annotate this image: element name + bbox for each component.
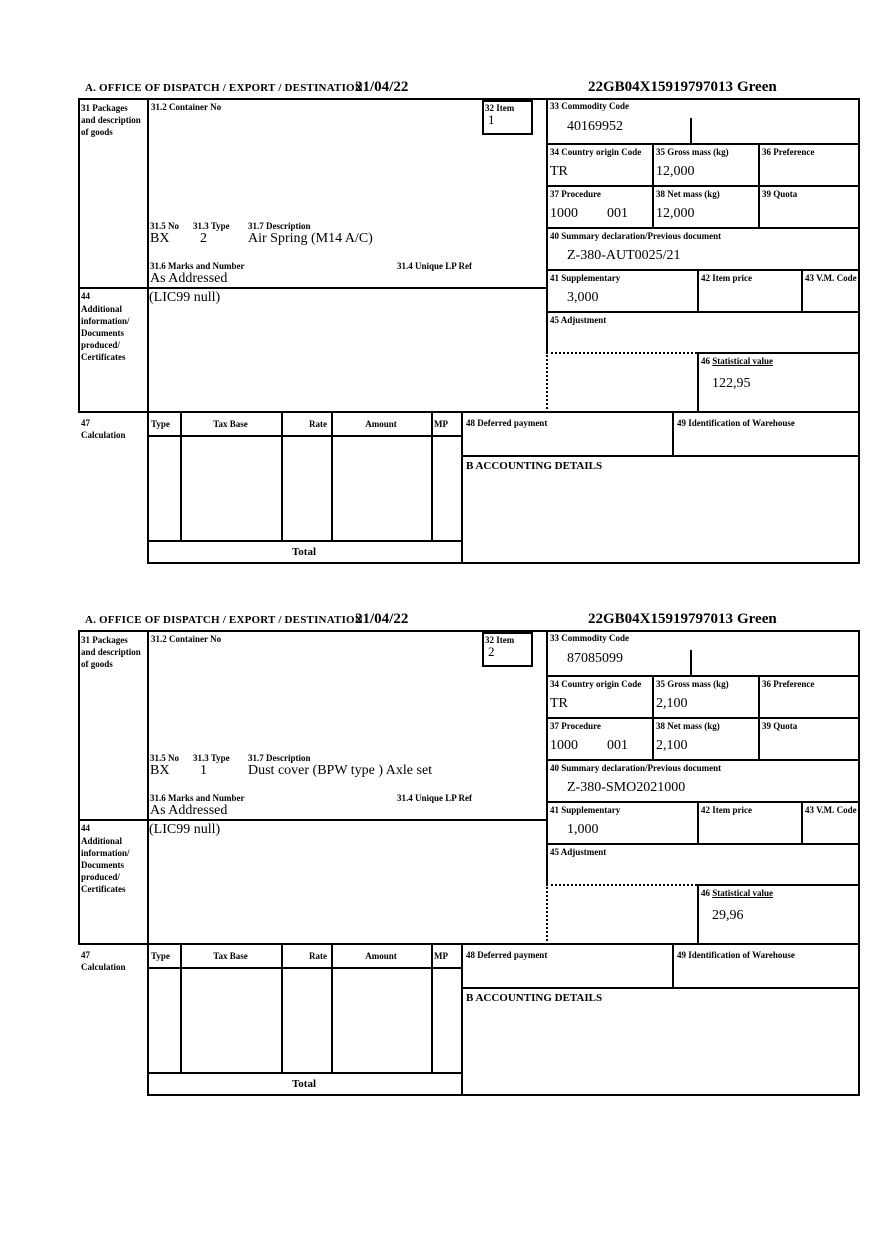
deferred-payment-label: 48 Deferred payment <box>466 950 548 960</box>
row-divider-41 <box>546 843 860 845</box>
package-code-value: BX <box>150 763 170 778</box>
container-no-label: 31.2 Container No <box>151 634 222 644</box>
routing-channel: Green <box>737 79 777 95</box>
quota-label: 39 Quota <box>762 189 798 199</box>
commodity-code-value: 87085099 <box>567 651 623 666</box>
item-number-value: 2 <box>488 644 495 659</box>
previous-document-label: 40 Summary declaration/Previous document <box>550 763 722 773</box>
warehouse-id-label: 49 Identification of Warehouse <box>677 950 795 960</box>
declaration-date: 21/04/22 <box>355 611 409 627</box>
left-column-divider <box>147 630 149 945</box>
supplementary-value: 1,000 <box>567 822 599 837</box>
statistical-value-text: Statistical value <box>712 356 773 366</box>
warehouse-id-label: 49 Identification of Warehouse <box>677 418 795 428</box>
adjustment-label: 45 Adjustment <box>550 315 607 325</box>
row-divider-37 <box>546 759 860 761</box>
declaration-item-1 <box>0 78 882 578</box>
additional-info-value: (LIC99 null) <box>149 822 221 837</box>
mrn-number: 22GB04X15919797013 <box>588 611 734 627</box>
adjustment-dotted-vline <box>546 884 548 945</box>
office-of-dispatch-label: A. OFFICE OF DISPATCH / EXPORT / DESTINATION <box>85 82 363 94</box>
calc-col-type-border <box>180 413 182 540</box>
calc-header-taxbase: Tax Base <box>213 951 248 961</box>
box47-label: Calculation <box>81 962 126 972</box>
calc-header-mp: MP <box>434 419 448 429</box>
col-divider-35-36 <box>758 675 760 759</box>
unique-lp-ref-label: 31.4 Unique LP Ref <box>397 793 473 803</box>
description-label: 31.7 Description <box>248 753 311 763</box>
procedure-ext-value: 001 <box>607 738 628 753</box>
net-mass-label: 38 Net mass (kg) <box>656 189 720 199</box>
origin-code-label: 34 Country origin Code <box>550 679 642 689</box>
box44-number: 44 <box>81 823 90 833</box>
item-price-label: 42 Item price <box>701 273 752 283</box>
routing-channel: Green <box>737 611 777 627</box>
item-price-label: 42 Item price <box>701 805 752 815</box>
vm-code-label: 43 V.M. Code <box>805 805 857 815</box>
accounting-top-border <box>461 455 860 457</box>
statistical-value-number: 46 <box>701 356 710 366</box>
item-label: 32 Item <box>485 635 515 645</box>
calc-header-amount: Amount <box>365 951 397 961</box>
supplementary-label: 41 Supplementary <box>550 273 621 283</box>
commodity-code-label: 33 Commodity Code <box>550 633 629 643</box>
accounting-top-border <box>461 987 860 989</box>
previous-document-label: 40 Summary declaration/Previous document <box>550 231 722 241</box>
box44-number: 44 <box>81 291 90 301</box>
col-divider-42-43 <box>801 801 803 843</box>
statistical-value-label <box>701 356 773 367</box>
declaration-item-2 <box>0 610 882 1110</box>
right-column-divider <box>546 630 548 884</box>
commodity-code-separator <box>690 118 692 143</box>
calc-col-type-border <box>180 945 182 1072</box>
net-mass-label: 38 Net mass (kg) <box>656 721 720 731</box>
row-divider-37 <box>546 227 860 229</box>
vm-code-label: 43 V.M. Code <box>805 273 857 283</box>
statistical-value-number: 46 <box>701 888 710 898</box>
item-number-value: 1 <box>488 112 495 127</box>
description-label: 31.7 Description <box>248 221 311 231</box>
deferred-payment-label: 48 Deferred payment <box>466 418 548 428</box>
procedure-label: 37 Procedure <box>550 189 601 199</box>
preference-label: 36 Preference <box>762 679 815 689</box>
accounting-right-border <box>858 413 860 564</box>
marks-label: 31.6 Marks and Number <box>150 793 245 803</box>
adjustment-label: 45 Adjustment <box>550 847 607 857</box>
marks-value: As Addressed <box>150 271 228 286</box>
description-value: Dust cover (BPW type ) Axle set <box>248 763 433 778</box>
origin-code-value: TR <box>550 164 568 179</box>
package-type-label: 31.3 Type <box>193 221 230 231</box>
accounting-right-border <box>858 945 860 1096</box>
package-type-label: 31.3 Type <box>193 753 230 763</box>
col-divider-35-36 <box>758 143 760 227</box>
calc-col-rate-border <box>331 945 333 1072</box>
calc-header-type: Type <box>151 951 170 961</box>
marks-label: 31.6 Marks and Number <box>150 261 245 271</box>
row-divider-33 <box>546 675 860 677</box>
calc-header-amount: Amount <box>365 419 397 429</box>
accounting-details-label: B ACCOUNTING DETAILS <box>466 992 603 1004</box>
col-divider-41-42 <box>697 801 699 843</box>
package-code-value: BX <box>150 231 170 246</box>
statistical-value-text: Statistical value <box>712 888 773 898</box>
calc-col-amount-border <box>431 413 433 540</box>
procedure-label: 37 Procedure <box>550 721 601 731</box>
col-divider-48-49 <box>672 413 674 455</box>
procedure-value: 1000 <box>550 738 578 753</box>
container-no-label: 31.2 Container No <box>151 102 222 112</box>
description-value: Air Spring (M14 A/C) <box>248 231 373 246</box>
package-no-label: 31.5 No <box>150 221 179 231</box>
procedure-ext-value: 001 <box>607 206 628 221</box>
calc-table-bottom-border <box>147 540 463 542</box>
row-divider-40 <box>546 801 860 803</box>
box47-label: Calculation <box>81 430 126 440</box>
declaration-date: 21/04/22 <box>355 79 409 95</box>
item-label: 32 Item <box>485 103 515 113</box>
col-divider-41-42 <box>697 269 699 311</box>
calc-header-rate: Rate <box>309 419 327 429</box>
box44-divider <box>78 287 546 289</box>
col-divider-48-49 <box>672 945 674 987</box>
calc-col-rate-border <box>331 413 333 540</box>
adjustment-dotted-hline <box>546 884 697 886</box>
form-bottom-border <box>147 562 860 564</box>
marks-value: As Addressed <box>150 803 228 818</box>
box47-number: 47 <box>81 950 90 960</box>
col-divider-42-43 <box>801 269 803 311</box>
calc-total-label: Total <box>291 1078 317 1090</box>
row-divider-41 <box>546 311 860 313</box>
package-no-label: 31.5 No <box>150 753 179 763</box>
previous-document-value: Z-380-SMO2021000 <box>567 780 686 795</box>
origin-code-value: TR <box>550 696 568 711</box>
gross-mass-label: 35 Gross mass (kg) <box>656 679 729 689</box>
calc-col-taxbase-border <box>281 413 283 540</box>
preference-label: 36 Preference <box>762 147 815 157</box>
net-mass-value: 12,000 <box>656 206 695 221</box>
calc-col-taxbase-border <box>281 945 283 1072</box>
commodity-code-separator <box>690 650 692 675</box>
row-divider-33 <box>546 143 860 145</box>
supplementary-label: 41 Supplementary <box>550 805 621 815</box>
calc-header-rate: Rate <box>309 951 327 961</box>
origin-code-label: 34 Country origin Code <box>550 147 642 157</box>
package-count-value: 1 <box>200 763 207 778</box>
adjustment-dotted-vline <box>546 352 548 413</box>
col-divider-34-35 <box>652 675 654 759</box>
right-column-divider <box>546 98 548 352</box>
left-column-divider <box>147 98 149 413</box>
box44-label: Additional information/ Documents produced/ Certificates <box>81 836 130 894</box>
calc-header-underline <box>147 967 463 969</box>
row-divider-34 <box>546 717 860 719</box>
gross-mass-value: 12,000 <box>656 164 695 179</box>
gross-mass-value: 2,100 <box>656 696 688 711</box>
commodity-code-label: 33 Commodity Code <box>550 101 629 111</box>
office-of-dispatch-label: A. OFFICE OF DISPATCH / EXPORT / DESTINATION <box>85 614 363 626</box>
box47-number: 47 <box>81 418 90 428</box>
net-mass-value: 2,100 <box>656 738 688 753</box>
additional-info-value: (LIC99 null) <box>149 290 221 305</box>
row-divider-34 <box>546 185 860 187</box>
statistical-value-label <box>701 888 773 899</box>
unique-lp-ref-label: 31.4 Unique LP Ref <box>397 261 473 271</box>
col-divider-34-35 <box>652 143 654 227</box>
calc-header-underline <box>147 435 463 437</box>
calc-table-bottom-border <box>147 1072 463 1074</box>
calc-header-mp: MP <box>434 951 448 961</box>
statistical-value-amount: 122,95 <box>712 376 751 391</box>
package-count-value: 2 <box>200 231 207 246</box>
box44-label: Additional information/ Documents produced/ Certificates <box>81 304 130 362</box>
form-bottom-border <box>147 1094 860 1096</box>
calc-total-label: Total <box>291 546 317 558</box>
row-divider-40 <box>546 269 860 271</box>
procedure-value: 1000 <box>550 206 578 221</box>
calc-header-type: Type <box>151 419 170 429</box>
box31-label: 31 Packages and description of goods <box>81 635 141 669</box>
box44-divider <box>78 819 546 821</box>
calc-col-amount-border <box>431 945 433 1072</box>
commodity-code-value: 40169952 <box>567 119 623 134</box>
previous-document-value: Z-380-AUT0025/21 <box>567 248 681 263</box>
mrn-number: 22GB04X15919797013 <box>588 79 734 95</box>
supplementary-value: 3,000 <box>567 290 599 305</box>
box31-label: 31 Packages and description of goods <box>81 103 141 137</box>
adjustment-dotted-hline <box>546 352 697 354</box>
quota-label: 39 Quota <box>762 721 798 731</box>
statistical-value-amount: 29,96 <box>712 908 744 923</box>
accounting-details-label: B ACCOUNTING DETAILS <box>466 460 603 472</box>
calc-header-taxbase: Tax Base <box>213 419 248 429</box>
gross-mass-label: 35 Gross mass (kg) <box>656 147 729 157</box>
